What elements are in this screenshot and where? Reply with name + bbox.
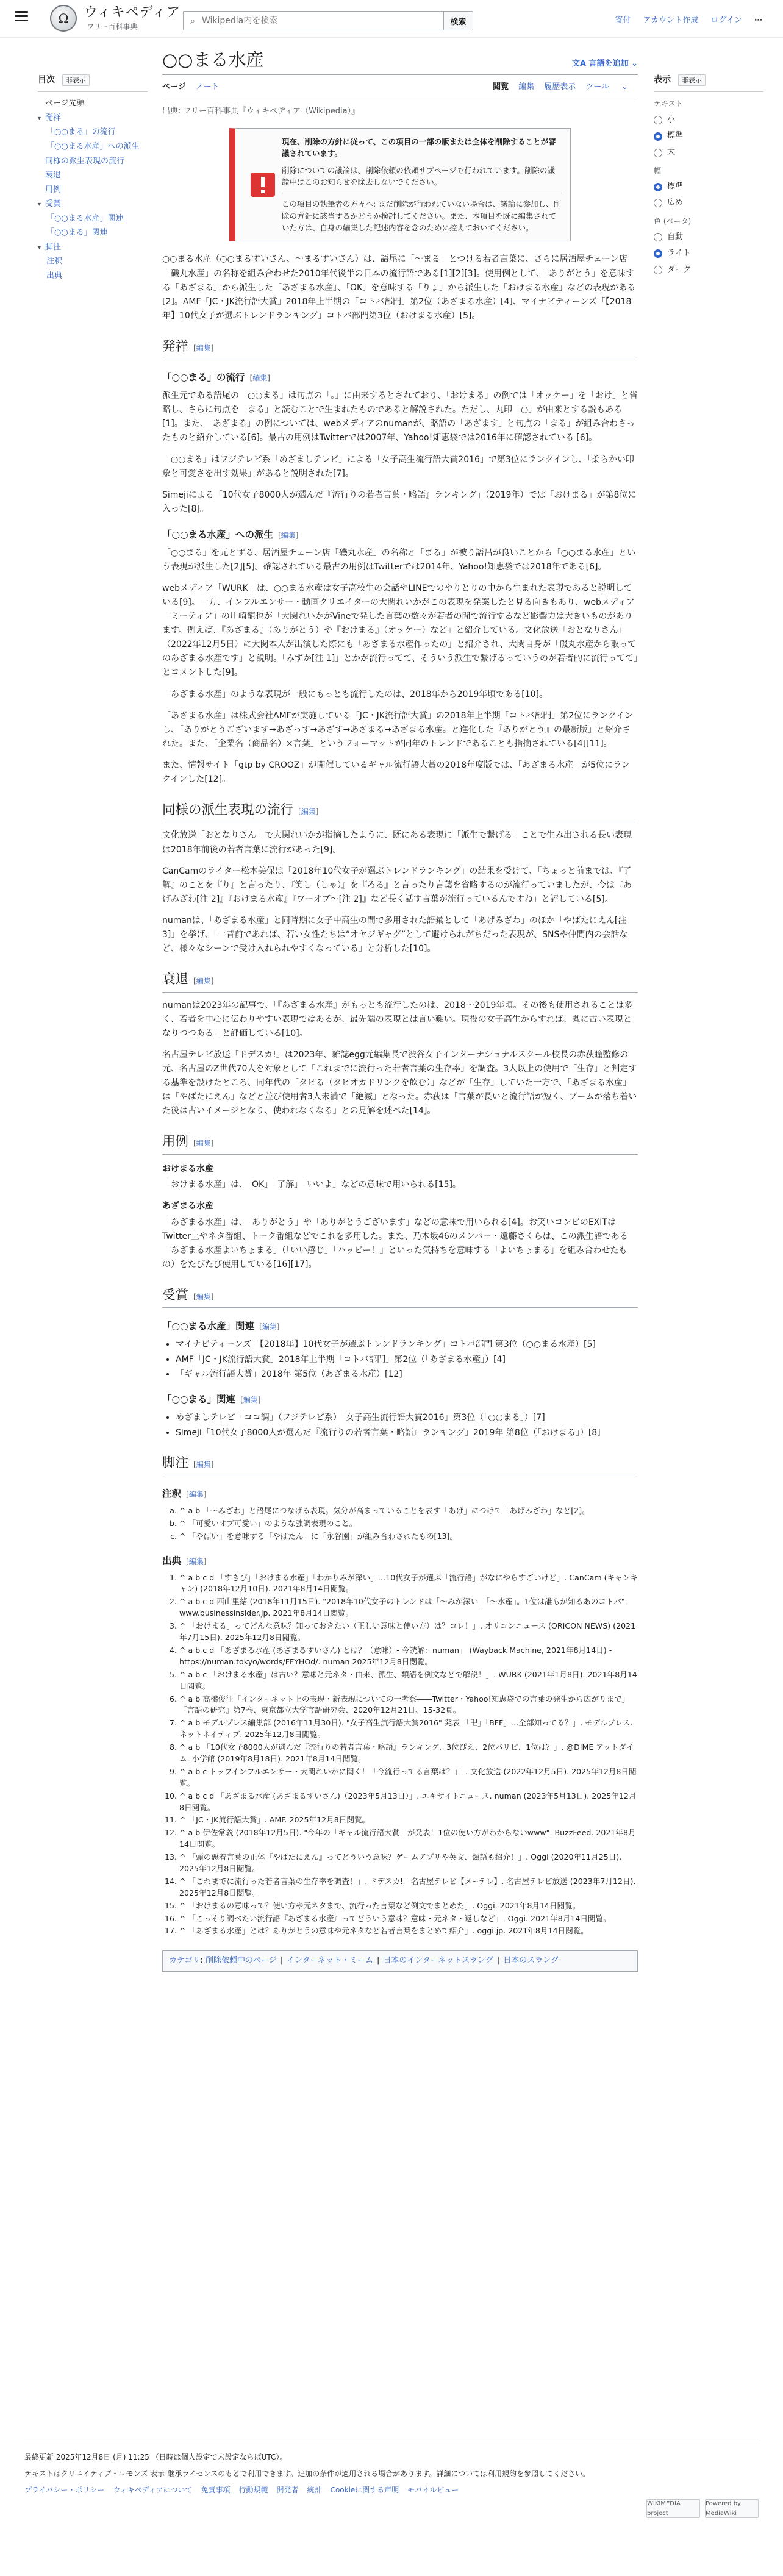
main-menu-icon[interactable] — [15, 11, 28, 22]
toc-item[interactable] — [38, 185, 148, 196]
toc-item-label: 「○○まる」関連 — [46, 228, 108, 238]
toc-item[interactable] — [38, 156, 148, 167]
toc-item-label: 注釈 — [46, 257, 63, 266]
footer-link[interactable]: 開発者 — [276, 2486, 299, 2495]
term-heading: あざまる水産 — [162, 1201, 213, 1211]
toc-item-label: 用例 — [45, 185, 62, 194]
subsection-heading: 「○○まる」関連 [編集] — [162, 1394, 261, 1405]
more-options-icon[interactable]: ⋯ — [754, 16, 762, 25]
appearance-title: 表示 — [654, 75, 671, 85]
category-link[interactable]: 削除依頼中のページ — [206, 1956, 277, 1966]
paragraph: 「○○まる」を元とする、居酒屋チェーン店「磯丸水産」の名称と「まる」が被り語呂が良いことから「○○まる水産」という表現が派生した[2][5]。確認されている最古の用例はTwitterでは2014年、Yahoo!知恵袋では2018年である[6]。 — [162, 548, 636, 572]
wikimedia-badge[interactable]: WIKIMEDIA project — [646, 2499, 700, 2518]
categories-label[interactable]: カテゴリ — [169, 1956, 201, 1966]
toc-item-label: 衰退 — [45, 171, 62, 180]
paragraph: また、情報サイト「gtp by CROOZ」が開催しているギャル流行語大賞の2018年度版では、「あざまる水産」が5位にランクインした[12]。 — [162, 760, 631, 784]
paragraph: numanは2023年の記事で、「『あざまる水産』がもっとも流行したのは、2018〜2019年頃。その後も使用されることは多く、若者を中心に伝わりやすい表現ではあるが、最先端の表現とは言い難い。現役の女子高生からすれば、既に古い表現となりつつある」と評価している[10]。 — [162, 1000, 633, 1038]
donate-link[interactable]: 寄付 — [615, 16, 631, 25]
appearance-option[interactable] — [654, 114, 763, 127]
edit-link[interactable]: 編集 — [301, 807, 316, 816]
translate-icon: 文A — [571, 59, 589, 69]
reference-item: 16. ^ 「こっそり調べたい流行語『あざまる水産』ってどういう意味？意味・元ネタ・返しなど」. Oggi. 2021年8月14日閲覧。 — [179, 1913, 638, 1925]
note-item: c. ^ 「やばい」を意味する「やばたん」に「永谷園」が組み合わされたもの[13]。 — [179, 1531, 638, 1543]
paragraph: numanは、「あざまる水産」と同時期に女子中高生の間で多用された語彙として「あげみざわ」のほか「やばたにえん[注 3]」を挙げ、「一昔前であれば、若い女性たちは“オヤジギャグ”として避けられがちだった表現が、SNSや仲間内の会話など、様々なシーンで受け入れられやすくなっている」と分析した[10]。 — [162, 915, 628, 954]
footer-link[interactable]: プライバシー・ポリシー — [24, 2486, 105, 2495]
edit-link[interactable]: 編集 — [262, 1322, 277, 1332]
paragraph: 派生元である語尾の「○○まる」は句点の「。」に由来するとされており、「おけまる」の例では「オッケー」を「おけ」と省略し、さらに句点を「まる」と読むことで生まれたものであると解説された。ただし、丸印「○」が由来とする説もある[1]。また、「あざまる」の例については、webメディアのnumanが、略語の「あざます」と句点の「まる」が組み合わさったものと紹介している[6]。最古の用例はTwitterでは2007年、Yahoo!知恵袋では2016年に確認されている [6]。 — [162, 391, 638, 443]
edit-link[interactable]: 編集 — [188, 1557, 204, 1566]
section-heading: 受賞 [編集] — [162, 1285, 638, 1308]
search-input[interactable] — [202, 12, 443, 30]
radio-button[interactable] — [654, 266, 662, 274]
last-edited: 最終更新 2025年12月8日 (月) 11:25 （日時は個人設定で未設定ならばUTC）。 — [24, 2453, 287, 2461]
awards-list — [176, 1338, 638, 1381]
reference-item: 9. ^ a b c トップインフルエンサー・大関れいかに聞く！「今流行ってる言葉は？」」. 文化放送 (2022年12月5日). 2025年12月8日閲覧。 — [179, 1766, 638, 1789]
wikipedia-logo-icon[interactable]: Ω — [50, 5, 77, 32]
footer-link[interactable]: Cookieに関する声明 — [330, 2486, 399, 2495]
edit-link[interactable]: 編集 — [196, 1139, 211, 1148]
section-heading: 脚注 [編集] — [162, 1453, 638, 1475]
edit-link[interactable]: 編集 — [196, 977, 211, 986]
appearance-panel — [654, 73, 763, 280]
add-language-button[interactable]: 文A 言語を追加 ⌄ — [571, 59, 638, 69]
toc-item-label: 「○○まる水産」関連 — [46, 213, 124, 223]
edit-link[interactable]: 編集 — [188, 1490, 204, 1499]
notice-text: 削除についての議論は、削除依頼の依頼サブページで行われています。削除の議論中はこのお知らせを除去しないでください。 — [282, 165, 556, 187]
toc-item[interactable] — [38, 242, 148, 253]
radio-button[interactable] — [654, 116, 662, 124]
references-list — [179, 1572, 638, 1938]
option-label: ライト — [667, 248, 691, 258]
appearance-option[interactable] — [654, 146, 763, 159]
paragraph: webメディア「WURK」は、○○まる水産は女子高校生の会話やLINEでのやりとりの中から生まれた表現であると説明している[9]。一方、インフルエンサー・動画クリエイターの大関れいかがこの表現を発案したと見る向きもあり、webメディア「ミーティア」の川崎龍也が「大関れいかがVineで発した言葉の数々が若者の間で流行するなど影響力は大きいものがあります。例えば、『あざまる』（ありがとう）や『おけまる』（オッケー）など」と紹介している。文化放送「おとなりさん」（2022年12月5日）に大関本人が出演した際にも「あざまる水産作ったの」と紹介され、大関自身が「磯丸水産から取ってのあざまる水産です」と説明。「みずか[注 1]」とかが流行ってて、そういう派生で繋げるっていうのが若者的に流行ってて」とコメントした[9]。 — [162, 583, 638, 678]
table-of-contents — [38, 73, 148, 285]
reference-item: 1. ^ a b c d 「すきぴ」「おけまる水産」「わかりみが深い」…10代女子が選ぶ「流行語」がなにやらすごいけど」. CanCam (キャンキャン) (2018年12月10日). 2021年8月14日閲覧。 — [179, 1572, 638, 1596]
edit-link[interactable]: 編集 — [252, 374, 268, 383]
search-icon: ⌕ — [190, 15, 196, 26]
login-link[interactable]: ログイン — [710, 16, 742, 25]
paragraph: 文化放送「おとなりさん」で大関れいかが指摘したように、既にある表現に「派生で繋げる」ことで生み出される長い表現は2018年前後の若者言葉に流行があった[9]。 — [162, 830, 632, 855]
reference-item: 3. ^ 「おけまる」ってどんな意味？知っておきたい（正しい意味と使い方）は？コレ！」. オリコンニュース (ORICON NEWS) (2021年7月15日). 2025年12月8日閲覧。 — [179, 1621, 638, 1644]
toc-item-label: 出典 — [46, 271, 63, 280]
color-label: 色 (ベータ) — [654, 216, 692, 226]
list-item: • マイナビティーンズ「【2018年】10代女子が選ぶトレンドランキング」コトバ部門 第3位（○○まる水産）[5] — [176, 1338, 638, 1351]
paragraph: 「○○まる」はフジテレビ系「めざましテレビ」による「女子高生流行語大賞2016」で第3位にランクインし、「柔らかい印象と可愛さを出す効果」があると説明された[7]。 — [162, 454, 634, 479]
radio-button[interactable] — [654, 132, 662, 141]
chevron-down-icon[interactable]: ▾ — [38, 115, 41, 122]
footer-link[interactable]: 行動規範 — [238, 2486, 268, 2495]
toc-item[interactable] — [38, 141, 148, 152]
radio-button[interactable] — [654, 149, 662, 157]
list-item: • 「ギャル流行語大賞」2018年 第5位（あざまる水産）[12] — [176, 1368, 638, 1381]
site-header — [0, 0, 783, 38]
toc-title: 目次 — [38, 75, 55, 85]
section-heading: 同様の派生表現の流行 [編集] — [162, 800, 638, 822]
page-footer — [24, 2439, 759, 2517]
radio-button[interactable] — [654, 183, 662, 191]
width-label: 幅 — [654, 166, 662, 175]
reference-item: 11. ^ 「JC・JK流行語大賞」. AMF. 2025年12月8日閲覧。 — [179, 1814, 638, 1826]
reference-item: 8. ^ a b 「10代女子8000人が選んだ『流行りの若者言葉・略語』ランキング、3位ぴえ、2位パリピ、1位は？」. @DIME アットダイム. 小学館 (2019年8月18日). 2021年8月14日閲覧。 — [179, 1742, 638, 1765]
option-label: 標準 — [667, 131, 684, 141]
toc-item[interactable] — [38, 271, 148, 282]
toc-item-label: 受賞 — [45, 199, 62, 209]
list-item: • Simeji「10代女子8000人が選んだ『流行りの若者言葉・略語』ランキング」2019年 第8位（「おけまる」）[8] — [176, 1426, 638, 1440]
toc-item-label: 「○○まる」の流行 — [46, 127, 116, 137]
toc-hide-button[interactable]: 非表示 — [62, 74, 90, 86]
category-link[interactable]: インターネット・ミーム — [287, 1956, 373, 1966]
search-box — [183, 11, 473, 30]
appearance-option[interactable] — [654, 197, 763, 210]
notice-lead: 現在、削除の方針に従って、この項目の一部の版または全体を削除することが審議されています。 — [282, 137, 556, 159]
subsection-heading: 「○○まる」の流行 [編集] — [162, 372, 270, 384]
paragraph: Simejiによる「10代女子8000人が選んだ『流行りの若者言葉・略語』ランキング」（2019年）では「おけまる」が第8位に入った[8]。 — [162, 490, 637, 514]
license-text: テキストはクリエイティブ・コモンズ 表示-継承ライセンスのもとで利用できます。追加の条件が適用される場合があります。詳細については利用規約を参照してください。 — [24, 2469, 590, 2478]
reference-item: 15. ^ 「おけまるの意味って？使い方や元ネタまで、流行った言葉など例文でまとめた」. Oggi. 2021年8月14日閲覧。 — [179, 1900, 638, 1912]
list-item: • めざましテレビ「ココ調」（フジテレビ系）「女子高生流行語大賞2016」第3位（「○○まる」）[7] — [176, 1411, 638, 1424]
reference-item: 4. ^ a b c d 「あざまる水産 (あざまるすいさん) とは？（意味）- 今読解：numan」 (Wayback Machine, 2021年8月14日) - https://numan.tokyo/words/FFYHOd/. numan 2025年12月8日閲覧。 — [179, 1645, 638, 1668]
subsection-heading: 注釈 [編集] — [162, 1488, 207, 1500]
reference-item: 14. ^ 「これまでに流行った若者言葉の生存率を調査！」. ドデスカ! - 名古屋テレビ【メ~テレ】. 名古屋テレビ放送 (2023年7月12日). 2025年12月8日閲覧。 — [179, 1876, 638, 1899]
appearance-option[interactable] — [654, 264, 763, 277]
toc-item-label: 同様の派生表現の流行 — [45, 156, 125, 166]
reference-item: 10. ^ a b c d 「あざまる水産 (あざまるすいさん)（2023年5月13日）」. エキサイトニュース. numan (2023年5月13日). 2025年12月8日閲覧。 — [179, 1791, 638, 1814]
toc-item[interactable] — [38, 98, 148, 109]
tab-history[interactable]: 履歴表示 — [544, 82, 576, 92]
category-link[interactable]: 日本のインターネットスラング — [383, 1956, 493, 1966]
appearance-option[interactable] — [654, 248, 763, 260]
edit-link[interactable]: 編集 — [281, 530, 296, 540]
radio-button[interactable] — [654, 233, 662, 241]
toc-item[interactable] — [38, 227, 148, 238]
section-heading: 発祥 [編集] — [162, 337, 638, 359]
mediawiki-badge[interactable]: Powered by MediaWiki — [705, 2499, 759, 2518]
paragraph: 「あざまる水産」は株式会社AMFが実施している「JC・JK流行語大賞」の2018年上半期「コトバ部門」第2位にランクインし、「ありがとうございます→あざっす→あざす→あざまる→あざまる水産。と進化した『ありがとう』の最新版」と紹介された。また、「企業名（商品名）×言葉」というフォーマットが同年のトレンドであることも指摘されている[4][11]。 — [162, 710, 634, 749]
toc-item[interactable] — [38, 127, 148, 138]
section-heading: 用例 [編集] — [162, 1132, 638, 1154]
footer-link[interactable]: ウィキペディアについて — [113, 2486, 193, 2495]
search-button[interactable]: 検索 — [443, 12, 473, 30]
tools-menu[interactable]: ツール ⌄ — [585, 82, 628, 92]
toc-item[interactable] — [38, 213, 148, 224]
warning-icon — [244, 136, 282, 234]
option-label: 自動 — [667, 232, 684, 241]
edit-link[interactable]: 編集 — [196, 343, 211, 352]
option-label: 小 — [667, 115, 676, 124]
footer-link[interactable]: 統計 — [307, 2486, 322, 2495]
list-item: • AMF「JC・JK流行語大賞」2018年上半期「コトバ部門」第2位（「あざまる水産」）[4] — [176, 1353, 638, 1366]
option-label: 標準 — [667, 182, 684, 191]
footer-link[interactable]: 免責事項 — [201, 2486, 231, 2495]
reference-item: 17. ^ 「あざまる水産」とは？ありがとうの意味や元ネタなど若者言葉をまとめて紹介」. oggi.jp. 2021年8月14日閲覧。 — [179, 1925, 638, 1937]
appearance-option[interactable] — [654, 130, 763, 143]
reference-item: 2. ^ a b c d 西山里緒 (2018年11月15日). "2018年10代女子のトレンドは「〜みが深い」「〜水産」。1位は誰もが知るあのコトバ". www.businessinsider.jp. 2021年8月14日閲覧。 — [179, 1596, 638, 1619]
appearance-hide-button[interactable]: 非表示 — [678, 74, 706, 86]
toc-item[interactable] — [38, 170, 148, 181]
option-label: ダーク — [667, 265, 692, 274]
reference-item: 5. ^ a b c 「おけまる水産」は古い？意味と元ネタ・由来、派生、類語を例文などで解説！」. WURK (2021年1月8日). 2021年8月14日閲覧。 — [179, 1669, 638, 1693]
site-wordmark[interactable]: ウィキペディア — [84, 5, 181, 20]
edit-link[interactable]: 編集 — [196, 1460, 211, 1469]
appearance-option[interactable] — [654, 231, 763, 244]
paragraph: 「あざまる水産」は、「ありがとう」や「ありがとうございます」などの意味で用いられる[4]。お笑いコンビのEXITはTwitter上やネタ番組、トーク番組などでこれを多用した。また、乃木坂46のメンバー・遠藤さくらは、この派生語である「あざまる水産よいちょまる」（「いい感じ」「ハッピー！」といった気持ちを意味する「よいちょまる」を組み合わせたもの）をたびたび使用している[16][17]。 — [162, 1217, 628, 1269]
radio-button[interactable] — [654, 249, 662, 258]
subsection-heading: 出典 [編集] — [162, 1555, 207, 1566]
site-tagline: フリー百科事典 — [87, 23, 138, 31]
user-links — [605, 15, 762, 27]
awards-list — [176, 1411, 638, 1440]
term-heading: おけまる水産 — [162, 1163, 213, 1174]
chevron-down-icon[interactable]: ▾ — [38, 201, 41, 209]
subsection-heading: 「○○まる水産」への派生 [編集] — [162, 529, 299, 540]
toc-item[interactable] — [38, 199, 148, 210]
option-label: 大 — [667, 148, 676, 157]
main-content — [162, 49, 638, 1972]
deletion-notice — [229, 128, 571, 242]
category-link[interactable]: 日本のスラング — [503, 1956, 559, 1966]
appearance-option[interactable] — [654, 180, 763, 193]
tab-edit[interactable]: 編集 — [518, 82, 535, 92]
footer-link[interactable]: モバイルビュー — [407, 2486, 459, 2495]
chevron-down-icon[interactable]: ▾ — [38, 244, 41, 251]
section-heading: 衰退 [編集] — [162, 969, 638, 992]
paragraph: CanCamのライター松本美保は「2018年10代女子が選ぶトレンドランキング」の結果を受けて、「ちょっと前までは、『了解』のことを『り』と言ったり、『笑し（しゃ）』を『ろる』と言ったり言葉を省略するのが流行っていましたが、今は『あげみざわ[注 2]』『おけまる水産』『ワーオブ〜[注 2]』など長く話す言葉が流行っているんですね」と評している[5]。 — [162, 866, 632, 904]
paragraph: 「あざまる水産」のような表現が一般にもっとも流行したのは、2018年から2019年頃である[10]。 — [162, 689, 548, 699]
notice-text-editors: この項目の執筆者の方々へ: まだ削除が行われていない場合は、議論に参加し、削除の方針に該当するかどうか検討してください。また、本項目を既に編集されていた方は、自身の編集した記述内容を念のために控えておいてください。 — [282, 199, 562, 233]
page-title: ○○まる水産 — [162, 49, 264, 70]
site-sub: 出典: フリー百科事典『ウィキペディア（Wikipedia）』 — [162, 107, 360, 116]
toc-item-label: 脚注 — [45, 242, 62, 252]
tab-page[interactable]: ページ — [162, 82, 186, 92]
text-size-label: テキスト — [654, 99, 683, 109]
subsection-heading: 「○○まる水産」関連 [編集] — [162, 1321, 280, 1332]
edit-link[interactable]: 編集 — [196, 1293, 211, 1301]
toc-item-label: ページ先頭 — [45, 99, 85, 109]
toc-item[interactable] — [38, 256, 148, 267]
reference-item: 12. ^ a b 伊佐常義 (2018年12月5日). "今年の「ギャル流行語大賞」が発表！1位の使い方がわからないwww". BuzzFeed. 2021年8月14日閲覧。 — [179, 1827, 638, 1850]
tab-talk[interactable]: ノート — [195, 82, 220, 92]
reference-item: 13. ^ 「頭の悪着言葉の正体『やばたにえん』ってどういう意味？ゲームアプリや英文、類語も紹介！」. Oggi (2020年11月25日). 2025年12月8日閲覧。 — [179, 1852, 638, 1875]
reference-item: 6. ^ a b 高橋俊征「インターネット上の表現・新表現についての一考察――Twitter・Yahoo!知恵袋での言葉の発生から広がりまで」『言語の研究』第7巻、東京都立大学言語研究会、2020年12月21日、15-32頁。 — [179, 1694, 638, 1717]
notes-list — [179, 1505, 638, 1543]
note-item: b. ^ 「可愛いオブ可愛い」のような強調表現のこと。 — [179, 1518, 638, 1530]
note-item: a. ^ a b 「〜みざわ」と語尾につなげる表現。気分が高まっていることを表す「あげ」につけて「あげみざわ」など[2]。 — [179, 1505, 638, 1517]
create-account-link[interactable]: アカウント作成 — [643, 16, 699, 25]
toc-item-label: 「○○まる水産」への派生 — [46, 142, 140, 152]
toc-item-label: 発祥 — [45, 113, 62, 123]
toc-item[interactable] — [38, 113, 148, 124]
option-label: 広め — [667, 198, 684, 207]
tab-read[interactable]: 閲覧 — [493, 82, 509, 92]
paragraph: 名古屋テレビ放送「ドデスカ!」は2023年、雑誌egg元編集長で渋谷女子インターナショナルスクール校長の赤荻瞳監修の元、名古屋のZ世代70人を対象として「これまでに流行った若者言葉の生存率」を調査。3人以上の使用で「生存」と判定する基準を設けたところ、同年代の「タピる（タピオカドリンクを飲む）」などが「生存」していた一方で、「あざまる水産」は「やばたにえん」などと並び使用者3人未満で「絶滅」となった。赤荻は「言葉が長いと流行語が短く、ブームが落ち着いた後は古いイメージとなり、使われなくなる」との見解を述べた[14]。 — [162, 1049, 637, 1116]
radio-button[interactable] — [654, 199, 662, 207]
category-box: カテゴリ: 削除依頼中のページ | インターネット・ミーム | 日本のインターネットスラング | 日本のスラング — [162, 1950, 638, 1972]
intro-paragraph: ○○まる水産（○○まるすいさん、～まるすいさん）は、語尾に「～まる」とつける若者言葉に、さらに居酒屋チェーン店「磯丸水産」の名称を組み合わせた2010年代後半の日本の流行語である[1][2][3]。使用例として、「ありがとう」を意味する「あざまる」から派生した「あざまる水産」、「OK」を意味する「りょ」から派生した「おけまる水産」などの表現がある[2]。AMF「JC・JK流行語大賞」2018年上半期の「コトバ部門」第2位（あざまる水産）[4]、マイナビティーンズ「【2018年】10代女子が選ぶトレンドランキング」コトバ部門第3位（おけまる水産）[5]。 — [162, 254, 636, 321]
paragraph: 「おけまる水産」は、「OK」「了解」「いいよ」などの意味で用いられる[15]。 — [162, 1180, 461, 1190]
reference-item: 7. ^ a b モデルプレス編集部 (2016年11月30日). "女子高生流行語大賞2016" 発表 「卍」「BFF」…全部知ってる？」. モデルプレス. ネットネイティブ. 2025年12月8日閲覧。 — [179, 1718, 638, 1741]
edit-link[interactable]: 編集 — [243, 1396, 258, 1405]
